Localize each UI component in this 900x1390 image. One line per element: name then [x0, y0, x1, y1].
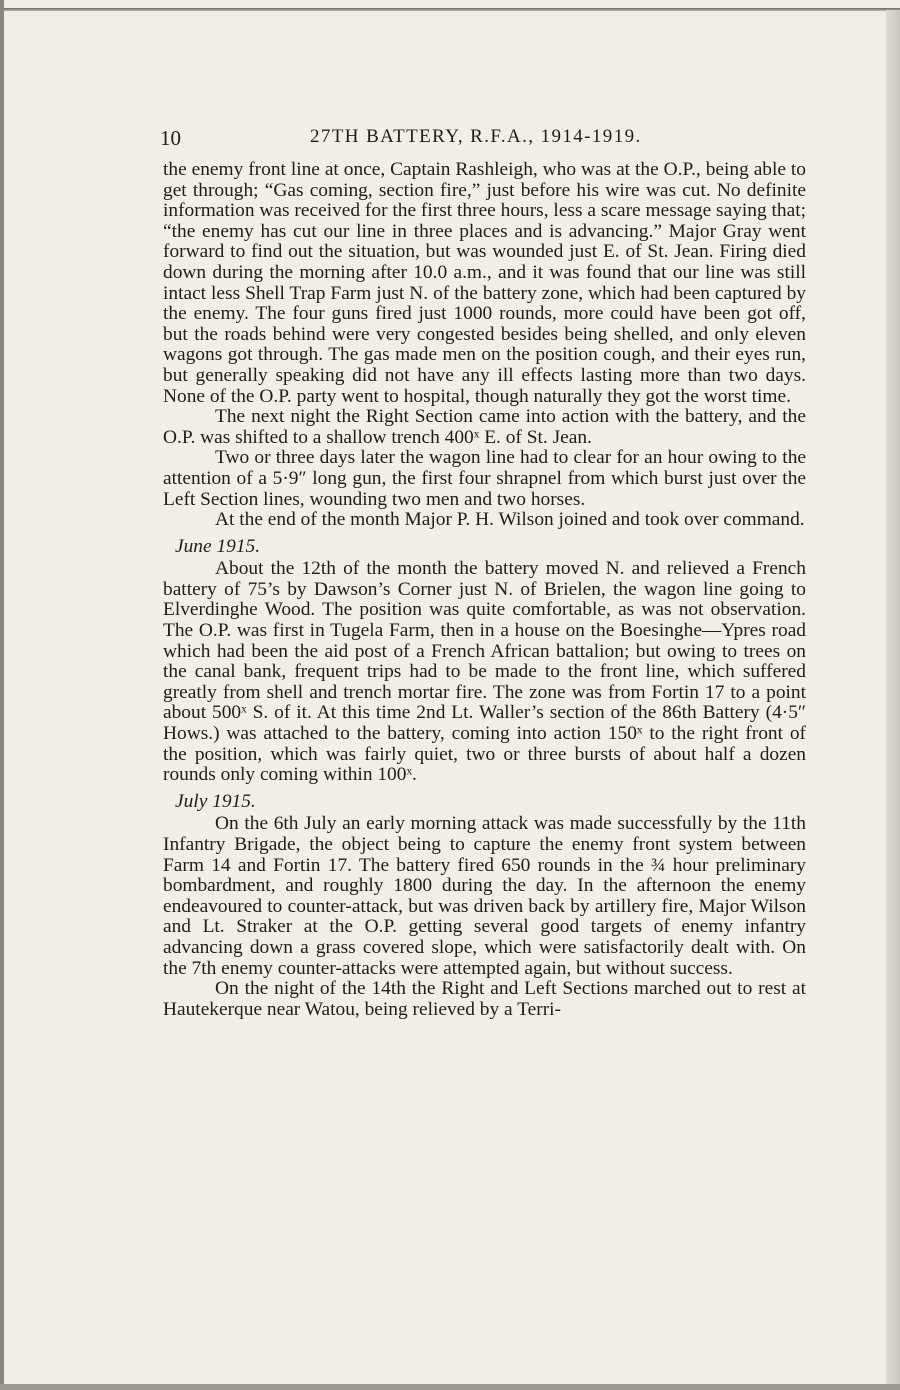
paragraph: At the end of the month Major P. H. Wilson joined and took over command.	[215, 509, 805, 531]
paragraph: Two or three days later the wagon line had to clear for an hour owing to the attention of a 5·9″ long gun, the first four shrapnel from which burst just over the Left Section lines, wounding two men and two horses.	[163, 447, 806, 510]
paragraph: the enemy front line at once, Captain Rashleigh, who was at the O.P., being able to get through; “Gas coming, section fire,” just before his wire was cut. No definite information was received for the first three hours, less a scare message saying that; “the enemy has cut our line in three places and is advancing.” Major Gray went forward to find out the situation, but was wounded just E. of St. Jean. Firing died down during the morning after 10.0 a.m., and it was found that our line was still intact less Shell Trap Farm just N. of the battery zone, which had been captured by the enemy. The four guns fired just 1000 rounds, more could have been got off, but the roads behind were very congested besides being shelled, and only eleven wagons got through. The gas made men on the position cough, and their eyes run, but generally speaking did not have any ill effects lasting more than two days. None of the O.P. party went to hospital, though naturally they got the worst time.	[163, 159, 806, 407]
page-top-edge	[0, 8, 900, 11]
page-number: 10	[160, 126, 181, 150]
page-header	[160, 126, 805, 154]
page-left-edge	[0, 0, 4, 1390]
body-text	[163, 160, 806, 1020]
paragraph: About the 12th of the month the battery moved N. and relieved a French battery of 75’s by Dawson’s Corner just N. of Brielen, the wagon line going to Elverdinghe Wood. The position was quite comfortable, as was not observation. The O.P. was first in Tugela Farm, then in a house on the Boesinghe—Ypres road which had been the aid post of a French African battalion; but owing to trees on the canal bank, frequent trips had to be made to the front line, which suffered greatly from shell and trench mortar fire. The zone was from Fortin 17 to a point about 500ˣ S. of it. At this time 2nd Lt. Waller’s section of the 86th Battery (4·5″ Hows.) was attached to the battery, coming into action 150ˣ to the right front of the position, which was fairly quiet, two or three bursts of about half a dozen rounds only coming within 100ˣ.	[163, 558, 806, 786]
running-head: 27TH BATTERY, R.F.A., 1914-1919.	[310, 126, 642, 147]
paragraph: On the 6th July an early morning attack was made successfully by the 11th Infantry Brigade, the object being to capture the enemy front system between Farm 14 and Fortin 17. The battery fired 650 rounds in the ¾ hour preliminary bombardment, and roughly 1800 during the day. In the afternoon the enemy endeavoured to counter-attack, but was driven back by artillery fire, Major Wilson and Lt. Straker at the O.P. getting several good targets of enemy infantry advancing down a grass covered slope, which were satisfactorily dealt with. On the 7th enemy counter-attacks were attempted again, but without success.	[163, 813, 806, 979]
page-right-edge	[886, 10, 900, 1390]
page-bottom-edge	[0, 1384, 900, 1390]
section-date-heading: June 1915.	[175, 535, 261, 557]
paragraph: On the night of the 14th the Right and Left Sections marched out to rest at Hautekerque near Watou, being relieved by a Terri-	[163, 978, 806, 1020]
section-date-heading: July 1915.	[175, 790, 256, 812]
paragraph: The next night the Right Section came into action with the battery, and the O.P. was shifted to a shallow trench 400ˣ E. of St. Jean.	[163, 406, 806, 448]
